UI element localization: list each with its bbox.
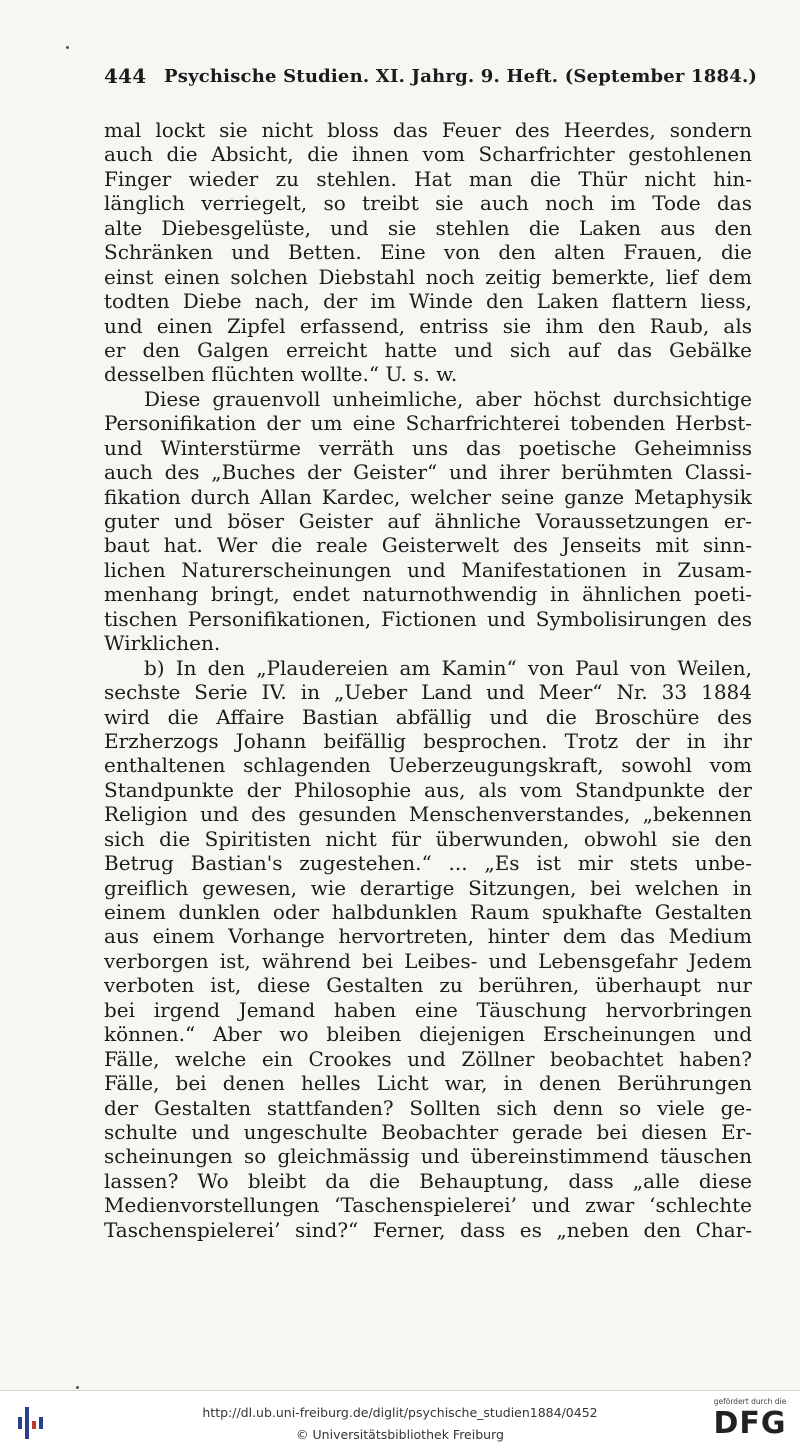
page-number: 444 xyxy=(104,64,147,88)
text-line: lichen Naturerscheinungen und Manifestationen in Zusam- xyxy=(104,557,752,582)
viewer-footer xyxy=(0,1390,800,1452)
running-header xyxy=(104,64,758,94)
text-line: desselben flüchten wollte.“ U. s. w. xyxy=(104,362,458,387)
text-line: Schränken und Betten. Eine von den alten Frauen, die xyxy=(104,240,752,265)
text-line: tischen Personifikationen, Fictionen und Symbolisirungen des xyxy=(104,606,752,631)
body-text xyxy=(104,118,752,1242)
text-line: länglich verriegelt, so treibt sie auch noch im Tode das xyxy=(104,191,752,216)
text-line: Fälle, welche ein Crookes und Zöllner beobachtet haben? xyxy=(104,1046,752,1071)
text-line: aus einem Vorhange hervortreten, hinter dem das Medium xyxy=(104,924,752,949)
source-url-link[interactable]: http://dl.ub.uni-freiburg.de/diglit/psychische_studien1884/0452 xyxy=(202,1405,598,1420)
text-line: Fälle, bei denen helles Licht war, in denen Berührungen xyxy=(104,1071,752,1096)
text-line: Personifikation der um eine Scharfrichterei tobenden Herbst- xyxy=(104,411,752,436)
text-line: b) In den „Plaudereien am Kamin“ von Paul von Weilen, xyxy=(144,655,752,680)
text-line: baut hat. Wer die reale Geisterwelt des Jenseits mit sinn- xyxy=(104,533,752,558)
text-line: Betrug Bastian's zugestehen.“ ... „Es ist mir stets unbe- xyxy=(104,851,752,876)
text-line: Erzherzogs Johann beifällig besprochen. Trotz der in ihr xyxy=(104,728,752,753)
dfg-funding-note: gefördert durch die xyxy=(713,1397,787,1406)
text-line: Finger wieder zu stehlen. Hat man die Thür nicht hin- xyxy=(104,166,752,191)
text-line: verboten ist, diese Gestalten zu berühren, überhaupt nur xyxy=(104,973,752,998)
text-line: sechste Serie IV. in „Ueber Land und Meer“ Nr. 33 1884 xyxy=(104,680,752,705)
text-line: sich die Spiritisten nicht für überwunden, obwohl sie den xyxy=(104,826,752,851)
text-line: guter und böser Geister auf ähnliche Voraussetzungen er- xyxy=(104,509,752,533)
text-line: Wirklichen. xyxy=(104,631,221,656)
text-line: menhang bringt, endet naturnothwendig in ähnlichen poeti- xyxy=(104,582,752,607)
journal-title: Psychische Studien. XI. Jahrg. 9. Heft. (September 1884.) xyxy=(164,66,758,87)
text-line: schulte und ungeschulte Beobachter gerade bei diesen Er- xyxy=(104,1119,752,1144)
text-line: Taschenspielerei’ sind?“ Ferner, dass es „neben den Char- xyxy=(104,1217,752,1242)
text-line: wird die Affaire Bastian abfällig und die Broschüre des xyxy=(104,704,752,729)
dfg-logo[interactable] xyxy=(710,1397,790,1445)
text-line: einst einen solchen Diebstahl noch zeitig bemerkte, lief dem xyxy=(104,264,752,289)
text-line: Diese grauenvoll unheimliche, aber höchst durchsichtige xyxy=(144,386,752,411)
text-line: greiflich gewesen, wie derartige Sitzungen, bei welchen in xyxy=(104,875,752,900)
text-line: er den Galgen erreicht hatte und sich auf das Gebälke xyxy=(104,337,752,362)
text-line: einem dunklen oder halbdunklen Raum spukhafte Gestalten xyxy=(104,900,752,924)
text-line: todten Diebe nach, der im Winde den Laken flattern liess, xyxy=(104,289,752,314)
text-line: fikation durch Allan Kardec, welcher seine ganze Metaphysik xyxy=(104,484,752,509)
text-line: der Gestalten stattfanden? Sollten sich denn so viele ge- xyxy=(104,1095,752,1120)
text-line: Religion und des gesunden Menschenverstandes, „bekennen xyxy=(104,802,752,827)
scan-speck xyxy=(76,1386,79,1389)
copyright-notice: © Universitätsbibliothek Freiburg xyxy=(296,1427,504,1442)
text-line: enthaltenen schlagenden Ueberzeugungskraft, sowohl vom xyxy=(104,753,752,778)
text-line: und Winterstürme verräth uns das poetische Geheimniss xyxy=(104,435,752,460)
text-line: auch des „Buches der Geister“ und ihrer berühmten Classi- xyxy=(104,460,752,485)
text-line: verborgen ist, während bei Leibes- und Lebensgefahr Jedem xyxy=(104,948,752,973)
dfg-wordmark: DFG xyxy=(713,1406,787,1441)
text-line: auch die Absicht, die ihnen vom Scharfrichter gestohlenen xyxy=(104,142,752,167)
scan-speck xyxy=(66,46,69,49)
text-line: Medienvorstellungen ‘Taschenspielerei’ und zwar ‘schlechte xyxy=(104,1193,752,1218)
text-line: alte Diebesgelüste, und sie stehlen die Laken aus den xyxy=(104,215,752,240)
text-line: können.“ Aber wo bleiben diejenigen Erscheinungen und xyxy=(104,1022,752,1047)
text-line: scheinungen so gleichmässig und übereinstimmend täuschen xyxy=(104,1144,752,1169)
text-line: lassen? Wo bleibt da die Behauptung, dass „alle diese xyxy=(104,1168,752,1193)
text-line: Standpunkte der Philosophie aus, als vom Standpunkte der xyxy=(104,777,752,802)
text-line: bei irgend Jemand haben eine Täuschung hervorbringen xyxy=(104,997,752,1022)
text-line: und einen Zipfel erfassend, entriss sie ihm den Raub, als xyxy=(104,313,752,338)
text-line: mal lockt sie nicht bloss das Feuer des Heerdes, sondern xyxy=(104,118,752,142)
